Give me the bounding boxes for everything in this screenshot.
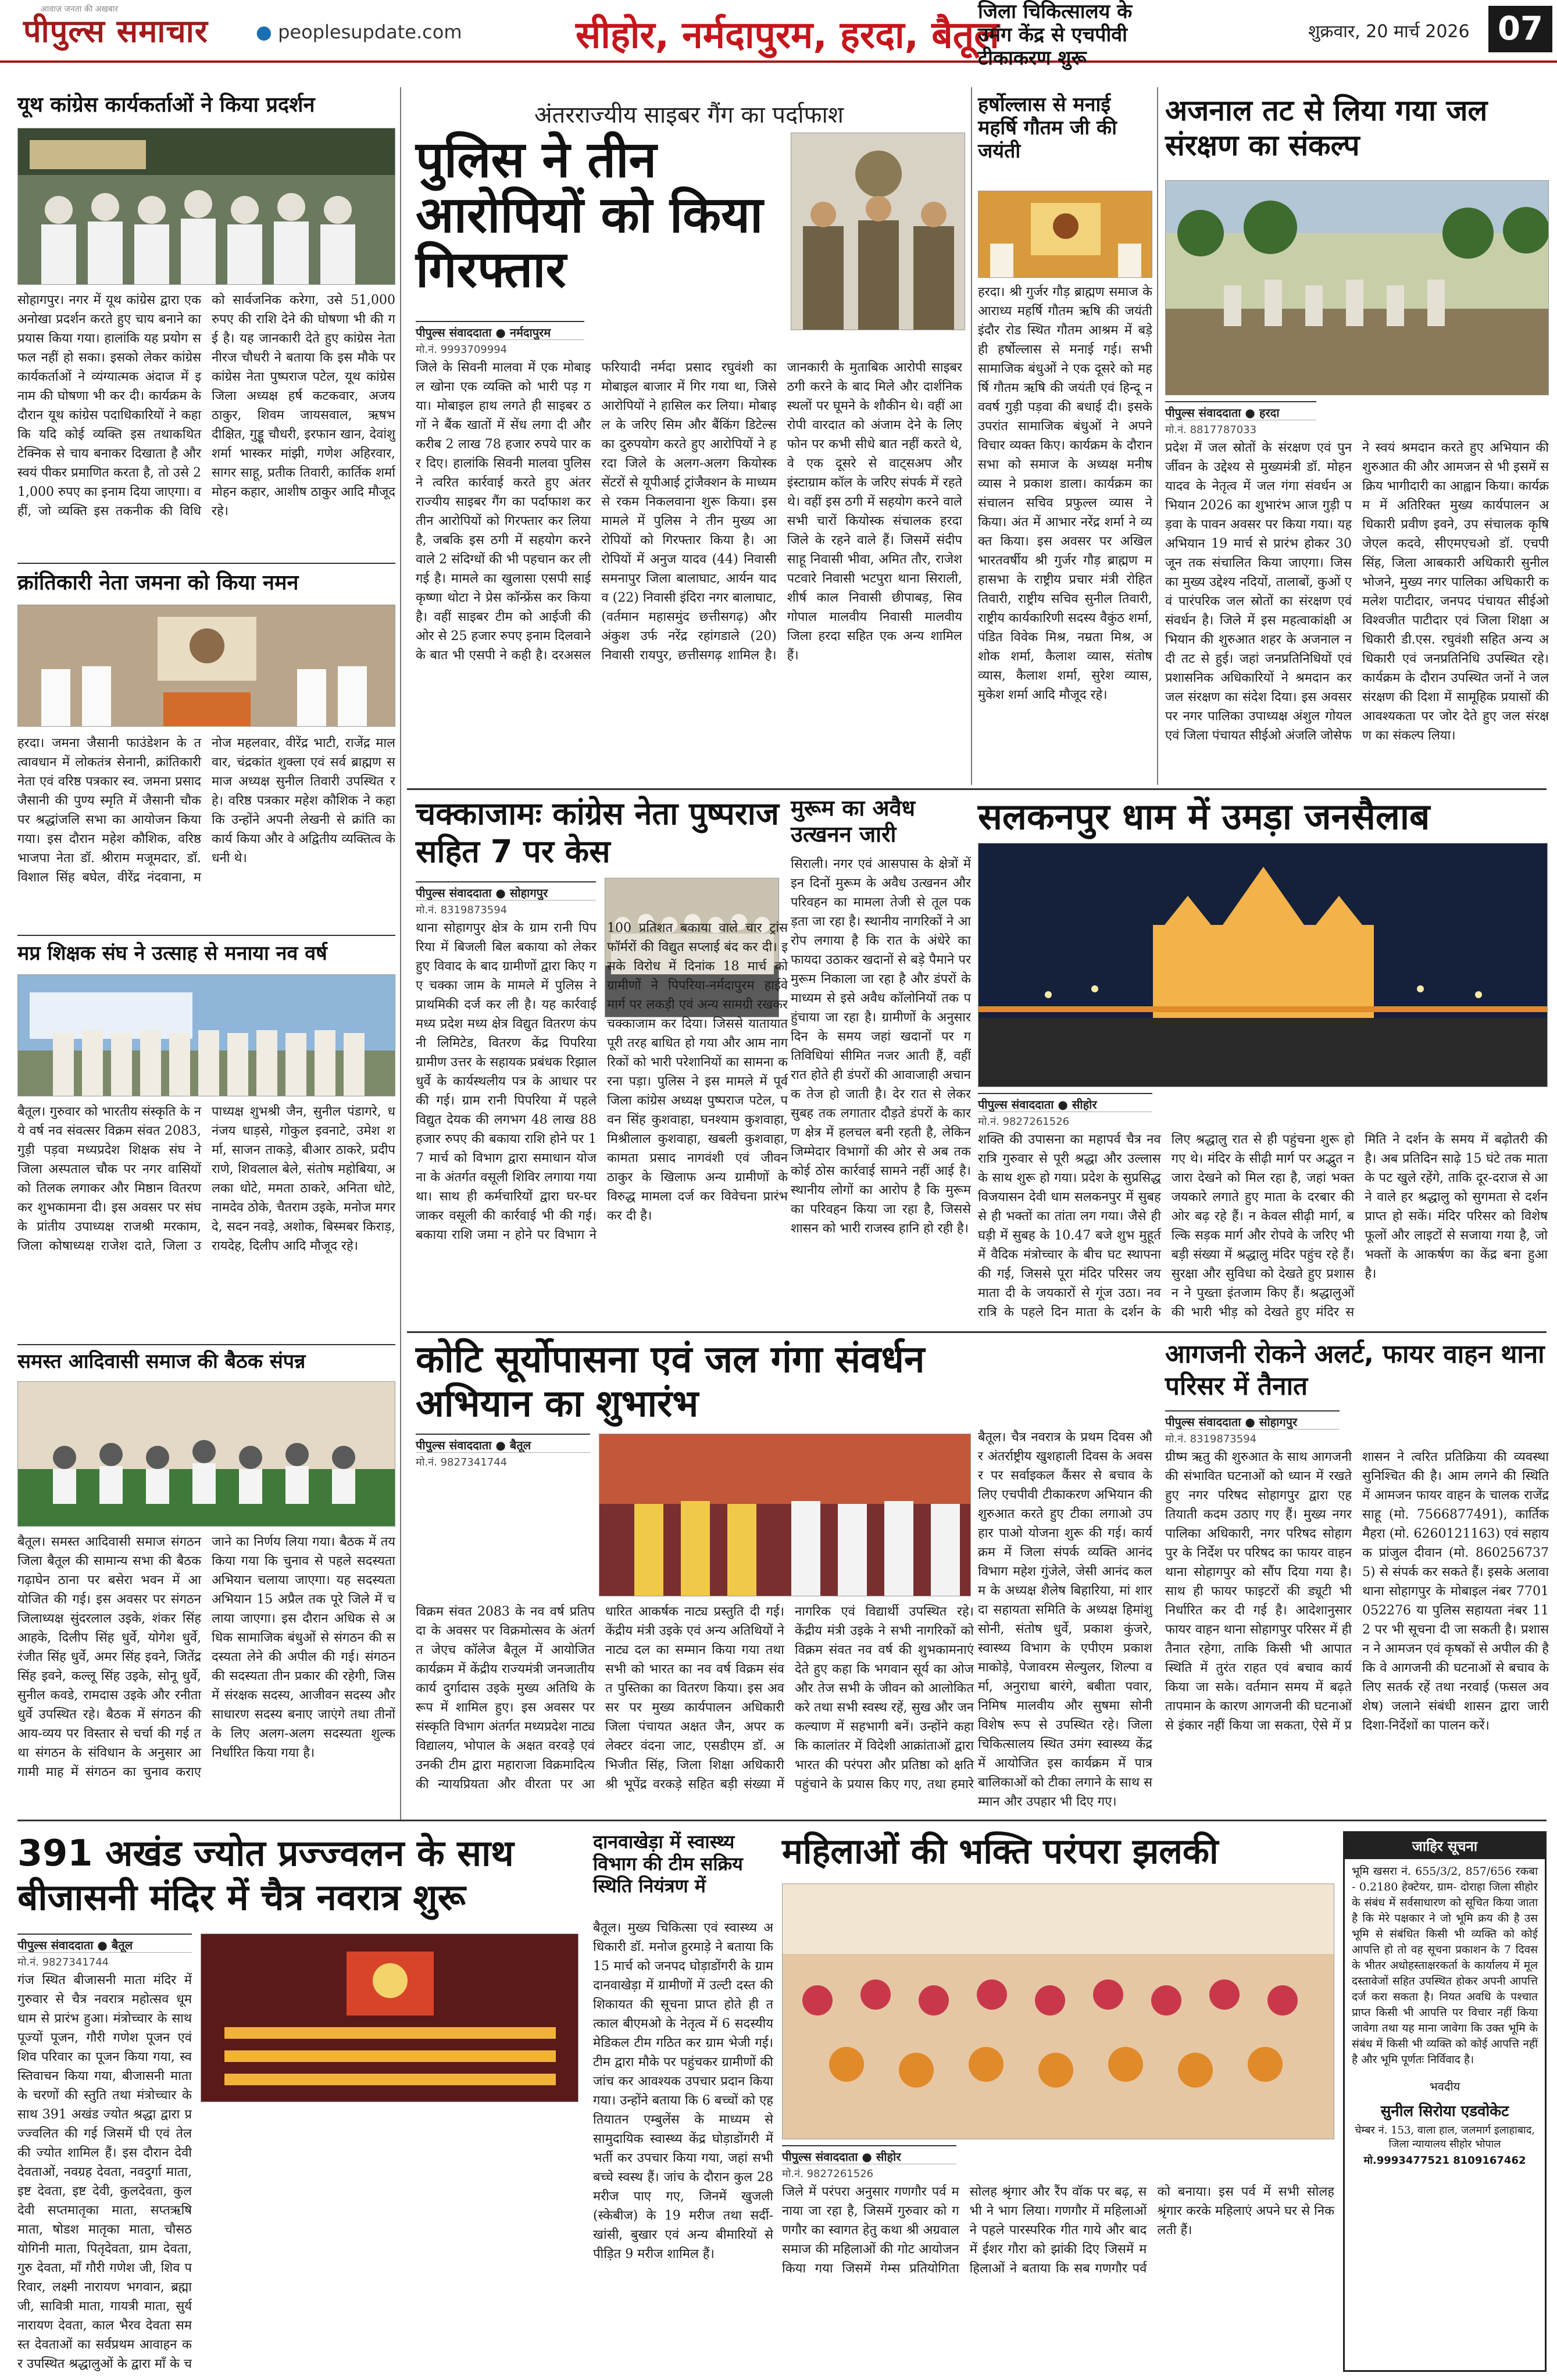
- article-body-continued: [201, 2108, 578, 2372]
- section-title: सीहोर, नर्मदापुरम, हरदा, बैतूल: [576, 14, 999, 57]
- article-body: बैतूल। चैत्र नवरात्र के प्रथम दिवस और अंतर्राष्ट्रीय खुशहाली दिवस के अवसर पर सर्वाइकल कैंसर से बचाव के लिए एचपीवी टीकाकरण अभियान की शुरुआत करते हुए टीका लगाओ उपहार पाओ योजना शुरू की गई। कार्यक्रम में जिला संपर्क व्यक्ति आनंद विभाग महेश गुंजेले, जेसी आनंद कलम के अध्यक्ष शैलेष बिहारिया, मां शारदा सहायता समिति के अध्यक्ष हिमांशु सोनी, संतोष धुर्वे, प्रकाश कुंजरे, स्वास्थ्य विभाग के एपीएम प्रकाश माकोड़े, पेजावरम सेल्युलर, शिल्पा वर्मा, अनुराधा बारंगे, बबीता पवार, निमिष मालवीय और सुषमा सोनी विशेष रूप से उपस्थित रहे। जिला चिकित्सालय स्थित उमंग स्वास्थ्य केंद्र में आयोजित इस कार्यक्रम में पात्र बालिकाओं को टीका लगाने के साथ सम्मान और उपहार भी दिए गए।: [978, 1430, 1152, 1809]
- article-body: हरदा। जमना जैसानी फाउंडेशन के तत्वावधान में लोकतंत्र सेनानी, क्रांतिकारी नेता एवं वरिष्ठ पत्रकार स्व. जमना प्रसाद जैसानी की पुण्य स्मृति में जैसानी चौक पर श्रद्धांजलि सभा का आयोजन किया गया। इस दौरान महेश कौशिक, वरिष्ठ भाजपा नेता डॉ. श्रीराम मजूमदार, डॉ. विशाल सिंह बघेल, वीरेंद्र नंदवाना, मनोज महलवार, वीरेंद्र भाटी, राजेंद्र मालवार, चंद्रकांत शुक्ला एवं सर्व ब्राह्मण समाज अध्यक्ष सुनील तिवारी उपस्थित रहे। वरिष्ठ पत्रकार महेश कौशिक ने कहा कि उन्होंने अपनी लेखनी से क्रांति का कार्य किया और वे अद्वितीय व्यक्तित्व के धनी थे।: [17, 736, 395, 885]
- article-headline: सलकनपुर धाम में उमड़ा जनसैलाब: [978, 795, 1430, 838]
- article-body: जिले में परंपरा अनुसार गणगौर पर्व मनाया जा रहा है, जिसमें गुरुवार को गणगौर का स्वागत हेतु कथा श्री अग्रवाल समाज की महिलाओं की गोट आयोजन किया गया जिसमें गेम्स प्रतियोगिता सोलह श्रृंगार और रैंप वॉक पर बढ़, सभी ने भाग लिया। गणगौर में महिलाओं ने पहले पारस्परिक गीत गाये और बाद में ईशर गौरा को झांकी दिए जिसमें महिलाओं ने बताया कि सब गणगौर पर्व को बनाया। इस पर्व में सभी सोलह श्रृंगार करके महिलाएं अपने घर से निकलती हैं।: [782, 2185, 1334, 2276]
- article-headline: दानवाखेड़ा में स्वास्थ्य विभाग की टीम सक्रिय स्थिति नियंत्रण में: [593, 1831, 743, 1897]
- women-devotion-photo: [783, 1884, 1334, 2139]
- article-divider: [17, 1344, 395, 1345]
- article-divider: [407, 1331, 1547, 1333]
- reporter-mobile: मो.नं. 9827341744: [17, 1952, 192, 1969]
- reporter-mobile: मो.नं. 9827261526: [978, 1112, 1152, 1128]
- reporter-mobile: मो.नं. 9827261526: [782, 2164, 956, 2181]
- article-photo: [599, 1434, 971, 1596]
- article-body: बैतूल। गुरुवार को भारतीय संस्कृति के नये वर्ष नव संवत्सर विक्रम संवत 2083, गुड़ी पड़वा मध्यप्रदेश शिक्षक संघ ने जिला अस्पताल चौक पर नगर वासियों को तिलक लगाकर और मिष्ठान वितरण कर शुभकामना दी। इस अवसर पर संघ के प्रांतीय उपाध्यक्ष राजश्री मरकाम, जिला कोषाध्यक्ष राजेश दाते, जिला उपाध्यक्ष शुभश्री जैन, सुनील पंडागरे, धनंजय धाड़से, गोकुल इवनाटे, उमेश शर्मा, साजन ताकड़े, बीआर ठाकरे, प्रदीप राणे, शिवलाल बेले, संतोष महोबिया, अलका धोटे, ममता ठाकरे, अनिता धोटे, नामदेव ठोके, चैतराम उइके, मनोज मगरदे, सदन नवड़े, अशोक, बिस्मबर किराड़, रायदेह, दिलीप आदि मौजूद रहे।: [17, 1105, 395, 1253]
- article-body: ग्रीष्म ऋतु की शुरुआत के साथ आगजनी की संभावित घटनाओं को ध्यान में रखते हुए नगर परिषद सोहागपुर द्वारा एहतियाती कदम उठाए गए हैं। मुख्य नगर पालिका अधिकारी, नगर परिषद सोहागपुर के निर्देश पर परिषद का फायर वाहन थाना सोहागपुर को सौंप दिया गया है। साथ ही फायर फाइटरों की ड्यूटी भी निर्धारित कर दी गई है। आदेशानुसार फायर वाहन थाना सोहागपुर परिसर में ही तैनात रहेगा, ताकि किसी भी आपात स्थिति में तुरंत राहत एवं बचाव कार्य किया जा सके। वर्तमान समय में बढ़ते तापमान के कारण आगजनी की घटनाओं से इंकार नहीं किया जा सकता, ऐसे में प्रशासन ने त्वरित प्रतिक्रिया की व्यवस्था सुनिश्चित की है। आम लगने की स्थिति में आमजन फायर वाहन के चालक राजेंद्र साहू (मो. 7566877491), कार्तिक मैहरा (मो. 6260121163) एवं सहायक प्रांजुल दीवान (मो. 8602567375) से संपर्क कर सकते हैं। इसके अलावा थाना सोहागपुर के मोबाइल नंबर 7701052276 या पुलिस सहायता नंबर 112 पर भी सूचना दी जा सकती है। प्रशासन ने आमजन एवं कृषकों से अपील की है कि वे आगजनी की घटनाओं से बचाव के लिए सतर्क रहें तथा नरवाई (फसल अवशेष) जलाने संबंधी शासन द्वारा जारी दिशा-निर्देशों का पालन करें।: [1165, 1450, 1549, 1733]
- article-photo: [17, 128, 395, 285]
- article-body: जिले के सिवनी मालवा में एक मोबाइल खोना एक व्यक्ति को भारी पड़ गया। मोबाइल हाथ लगते ही साइबर ठगों ने बैंक खातों में सेंध लगा दी और करीब 2 लाख 78 हजार रुपये पार कर दिए। हालांकि सिवनी मालवा पुलिस ने त्वरित कार्रवाई करते हुए अंतरराज्यीय साइबर गैंग का पर्दाफाश कर तीन आरोपियों को गिरफ्तार कर लिया है, जबकि इस ठगी में सहयोग करने वाले 2 संदिग्धों की भी पहचान कर ली गई है। मामले का खुलासा एसपी साई कृष्णा थोटा ने प्रेस कॉन्फ्रेंस कर किया है। वहीं साइबर टीम को आईजी की ओर से 25 हजार रुपए इनाम दिलवाने के बात भी एसपी ने कही है। दरअसल फरियादी नर्मदा प्रसाद रघुवंशी का मोबाइल बाजार में गिर गया था, जिसे आरोपियों ने हासिल कर लिया। मोबाइल के जरिए सिम और बैंकिंग डिटेल्स का दुरुपयोग करते हुए आरोपियों ने हरदा जिले के अलग-अलग कियोस्क सेंटरों से यूपीआई ट्रांजैक्शन के माध्यम से रकम निकलवाना शुरू किया। इस मामले में पुलिस ने तीन मुख्य आरोपियों को गिरफ्तार किया है। आरोपियों में अनुज यादव (44) निवासी समनापुर जिला बालाघाट, आर्यन यादव (22) निवासी इंदिरा नगर बालाघाट, (वर्तमान महासमुंद छत्तीसगढ़) और अंकुश उर्फ नरेंद्र रहांगडाले (20) निवासी रायपुर, छत्तीसगढ़ शामिल है। जानकारी के मुताबिक आरोपी साइबर ठगी करने के बाद मिले और दार्शनिक स्थलों पर घूमने के शौकीन थे। वहीं आरोपी वारदात को अंजाम देने के लिए फोन पर कभी सीधे बात नहीं करते थे, वे एक दूसरे से वाट्सअप और इंस्टाग्राम कॉल के जरिए संपर्क में रहते थे। वहीं इस ठगी में सहयोग करने वाले सभी चारों कियोस्क संचालक हरदा जिले के रहने वाले हैं। जिसमें संदीप साहू निवासी भीवा, अमित तौर, राजेश पटवारे निवासी भटपुरा थाना सिराली, शीर्ष काल निवासी छीपाबड़, सिव गोपाल मालवीय निवासी मालवीय जिला हरदा सहित एक अन्य शामिल हैं।: [416, 360, 962, 663]
- article-divider: [17, 563, 395, 564]
- tribute-photo: [18, 605, 395, 727]
- notice-address: चेम्बर नं. 153, वाला हाल, जलमार्ग इलाहाबाद, जिला न्यायालय सीहोर भोपाल: [1355, 2124, 1535, 2150]
- website-link[interactable]: [256, 21, 462, 43]
- page-number: 07: [1488, 6, 1552, 52]
- article-byline: पीपुल्स संवाददाता ● सीहोर: [978, 1093, 1152, 1112]
- article-headline: पुलिस ने तीन आरोपियों को किया गिरफ्तार: [416, 131, 763, 299]
- column-rule: [1157, 87, 1158, 785]
- stage-event-photo: [599, 1434, 971, 1596]
- article-body: थाना सोहागपुर क्षेत्र के ग्राम रानी पिपरिया में बिजली बिल बकाया को लेकर हुए विवाद के बाद ग्रामीणों द्वारा किए गए चक्का जाम के मामले में पुलिस ने प्राथमिकी दर्ज कर ली है। यह कार्रवाई मध्य प्रदेश मध्य क्षेत्र विद्युत वितरण कंपनी लिमिटेड, वितरण केंद्र पिपरिया ग्रामीण उत्तर के सहायक प्रबंधक रिझाल धुर्वे के कार्यस्थलीय पत्र के आधार पर की गई। ग्राम रानी पिपरिया में पहले विद्युत देयक की लगभग 48 लाख 88 हजार रुपए की बकाया राशि होने पर 17 मार्च को विभाग द्वारा समाधान योजना के अंतर्गत वसूली शिविर लगाया गया था। साथ ही कर्मचारियों द्वारा घर-घर जाकर वसूली की कार्रवाई भी की गई। बकाया राशि जमा न होने पर विभाग ने 100 प्रतिशत बकाया वाले चार ट्रांसफॉर्मरों की विद्युत सप्लाई बंद कर दी। इसके विरोध में दिनांक 18 मार्च को ग्रामीणों ने पिपरिया-नर्मदापुरम हाईवे मार्ग पर लकड़ी एवं अन्य सामग्री रखकर चक्काजाम कर दिया। जिससे यातायात पूरी तरह बाधित हो गया और आम नागरिकों को भारी परेशानियों का सामना करना पड़ा। पुलिस ने इस मामले में पूर्व जिला कांग्रेस अध्यक्ष पुष्पराज पटेल, पवन सिंह कुशवाहा, घनश्याम कुशवाहा, मिश्रीलाल कुशवाहा, खबली कुशवाहा, कामता प्रसाद नागवंशी एवं जीवन ठाकुर के खिलाफ अन्य ग्रामीणों के विरुद्ध मामला दर्ज कर विवेचना प्रारंभ कर दी है।: [416, 921, 788, 1242]
- article-headline: 391 अखंड ज्योत प्रज्ज्वलन के साथ बीजासनी मंदिर में चैत्र नवरात्र शुरू: [17, 1832, 514, 1918]
- reporter-mobile: मो.नं. 8319873594: [1165, 1429, 1340, 1446]
- river-bank-photo: [1166, 181, 1549, 395]
- article-byline: पीपुल्स संवाददाता ● सीहोर: [782, 2145, 956, 2164]
- article-headline: मुरूम का अवैध उत्खनन जारी: [791, 795, 915, 847]
- article-body: बैतूल। समस्त आदिवासी समाज संगठन जिला बैतूल की सामान्य सभा की बैठक गढ़ाघेन ठाना पर बसेरा भवन में आयोजित की गई। इस अवसर पर संगठन जिलाध्यक्ष सुंदरलाल उइके, शंकर सिंह आहके, दिलीप सिंह धुर्वे, योगेश धुर्वे, रंजीत सिंह धुर्वे, अमर सिंह इवने, जितेंद्र सिंह इवने, कल्लू सिंह उइके, सोनू धुर्वे, सुनील कवडे, रामदास उइके और रनीता धुर्वे उपस्थित रहे। बैठक में संगठन की आय-व्यय पर विस्तार से चर्चा की गई तथा संगठन के संविधान के अनुसार आगामी माह में संगठन का चुनाव कराए जाने का निर्णय लिया गया। बैठक में तय किया गया कि चुनाव से पहले सदस्यता अभियान चलाया जाएगा। यह सदस्यता अभियान 15 अप्रैल तक पूरे जिले में चलाया जाएगा। इस दौरान अधिक से अधिक सामाजिक बंधुओं से संगठन की सदस्यता लेने की अपील की गई। संगठन की सदस्यता तीन प्रकार की रहेगी, जिसमें संरक्षक सदस्य, आजीवन सदस्य और साधारण सदस्य बनाए जाएंगे तथा तीनों के लिए अलग-अलग सदस्यता शुल्क निर्धारित किया गया है।: [17, 1535, 395, 1779]
- reporter-mobile: मो.नं. 9827341744: [416, 1452, 590, 1469]
- article-divider: [407, 788, 1547, 790]
- temple-night-photo: [979, 844, 1548, 1087]
- public-notice: [1343, 1831, 1547, 2372]
- article-photo: [17, 1381, 395, 1527]
- globe-icon: ●: [256, 21, 278, 43]
- navratri-temple-photo: [201, 1934, 578, 2102]
- article-headline: समस्त आदिवासी समाज की बैठक संपन्न: [17, 1350, 306, 1373]
- article-body: शक्ति की उपासना का महापर्व चैत्र नवरात्रि गुरुवार से पूरी श्रद्धा और उल्लास के साथ शुरू हो गया। प्रदेश के सुप्रसिद्ध विजयासन देवी धाम सलकनपुर में सुबह से ही भक्तों का तांता लग गया। जैसे ही घड़ी में सुबह के 10.47 बजे शुभ मुहूर्त में वैदिक मंत्रोच्चार के बीच घट स्थापना की गई, जिससे पूरा मंदिर परिसर जय माता दी के जयकारों से गूंज उठा। नवरात्रि के पहले दिन माता के दर्शन के लिए श्रद्धालु रात से ही पहुंचना शुरू हो गए थे। मंदिर के सीढ़ी मार्ग पर अद्भुत नजारा देखने को मिल रहा है, जहां भक्त जयकारे लगाते हुए माता के दरबार की ओर बढ़ रहे हैं। न केवल सीढ़ी मार्ग, बल्कि सड़क मार्ग और रोपवे के जरिए भी बड़ी संख्या में श्रद्धालु मंदिर पहुंच रहे हैं। सुरक्षा और सुविधा को देखते हुए प्रशासन ने पुख्ता इंतजाम किए हैं। श्रद्धालुओं की भारी भीड़ को देखते हुए मंदिर समिति ने दर्शन के समय में बढ़ोतरी की है। अब प्रतिदिन साढ़े 15 घंटे तक माता के पट खुले रहेंगे, ताकि दूर-दराज से आने वाले हर श्रद्धालु को सुगमता से दर्शन प्राप्त हो सकें। मंदिर परिसर को विशेष फूलों और लाइटों से सजाया गया है, जो भक्तों के आकर्षण का केंद्र बना हुआ है।: [978, 1132, 1548, 1320]
- article-headline: महिलाओं की भक्ति परंपरा झलकी: [782, 1831, 1219, 1872]
- article-byline: पीपुल्स संवाददाता ● नर्मदापुरम: [416, 321, 584, 340]
- article-photo: [978, 843, 1548, 1087]
- article-byline: पीपुल्स संवाददाता ● सोहागपुर: [416, 881, 596, 900]
- newspaper-logo: पीपुल्स समाचार: [23, 13, 208, 49]
- notice-body: भूमि खसरा नं. 655/3/2, 857/656 रकबा - 0.2180 हेक्टेयर, ग्राम- दोराहा जिला सीहोर के संबंध में सर्वसाधारण को सूचित किया जाता है कि मेरे पक्षकार ने जो भूमि क्रय की है उस भूमि से संबंधित किसी भी व्यक्ति को कोई आपत्ति हो तो वह सूचना प्रकाशन के 7 दिवस के भीतर अधोहस्ताक्षरकर्ता के कार्यालय में मूल दस्तावेजों सहित उपस्थित होकर अपनी आपत्ति दर्ज करा सकता है। नियत अवधि के पश्चात प्राप्त किसी भी आपत्ति पर विचार नहीं किया जावेगा तथा यह माना जावेगा कि उक्त भूमि के संबंध में किसी भी व्यक्ति को कोई आपत्ति नहीं है और भूमि पूर्णतः निर्विवाद है।: [1352, 1865, 1538, 2066]
- article-photo: [782, 1884, 1334, 2139]
- article-photo: [17, 605, 395, 727]
- article-body: विक्रम संवत 2083 के नव वर्ष प्रतिपदा के अवसर पर विक्रमोत्सव के अंतर्गत जेएच कॉलेज बैतूल में आयोजित कार्यक्रम में केंद्रीय राज्यमंत्री जनजातीय कार्य दुर्गादास उइके मुख्य अतिथि के रूप में शामिल हुए। इस अवसर पर संस्कृति विभाग अंतर्गत मध्यप्रदेश नाट्य विद्यालय, भोपाल के अक्षत वरवड़े एवं उनकी टीम द्वारा महाराजा विक्रमादित्य की न्यायप्रियता और वीरता पर आधारित आकर्षक नाट्य प्रस्तुति दी गई। केंद्रीय मंत्री उइके एवं अन्य अतिथियों ने नाट्य दल का सम्मान किया गया तथा सभी को भारत का नव वर्ष विक्रम संवत पुस्तिका का वितरण किया। इस अवसर पर मुख्य कार्यपालन अधिकारी जिला पंचायत अक्षत जैन, अपर कलेक्टर वंदना जाट, एसडीएम डॉ. अभिजीत सिंह, जिला शिक्षा अधिकारी श्री भूपेंद्र वरकड़े सहित बड़ी संख्या में नागरिक एवं विद्यार्थी उपस्थित रहे। केंद्रीय मंत्री उइके ने सभी नागरिकों को विक्रम संवत नव वर्ष की शुभकामनाएं देते हुए कहा कि भगवान सूर्य का ओज और तेज सभी के जीवन को आलोकित करे तथा सभी स्वस्थ रहें, सुख और जनकल्याण में सहभागी बनें। उन्होंने कहा कि कालांतर में विदेशी आक्रांताओं द्वारा भारत की परंपरा और प्रतिष्ठा को क्षति पहुंचाने के प्रयास किए गए, तथा हमारे: [416, 1604, 974, 1792]
- notice-signoff: भवदीय: [1429, 2079, 1460, 2093]
- article-divider: [17, 1820, 1547, 1821]
- article-photo: [1165, 180, 1549, 395]
- issue-date: शुक्रवार, 20 मार्च 2026: [1308, 22, 1470, 42]
- teachers-group-photo: [18, 975, 395, 1096]
- article-kicker: अंतरराज्यीय साइबर गैंग का पर्दाफाश: [534, 102, 844, 128]
- article-headline: हर्षोल्लास से मनाई महर्षि गौतम जी की जयंती: [978, 93, 1117, 163]
- article-byline: पीपुल्स संवाददाता ● सोहागपुर: [1165, 1410, 1340, 1430]
- masthead-tagline: आवाज़ जनता की अखबार: [41, 5, 119, 14]
- website-text: peoplesupdate.com: [278, 21, 462, 43]
- article-headline: कोटि सूर्योपासना एवं जल गंगा संवर्धन अभियान का शुभारंभ: [416, 1338, 925, 1425]
- notice-mobile: मो.9993477521 8109167462: [1363, 2154, 1526, 2167]
- protest-photo: [18, 128, 395, 285]
- article-body: सिराली। नगर एवं आसपास के क्षेत्रों में इन दिनों मुरूम के अवैध उत्खनन और परिवहन का मामला तेजी से तूल पकड़ता जा रहा है। स्थानीय नागरिकों ने आरोप लगाया है कि रात के अंधेरे का फायदा उठाकर खदानों से बड़े पैमाने पर मुरूम निकाला जा रहा है और डंपरों के माध्यम से इसे अवैध कॉलोनियों तक पहुंचाया जा रहा है। ग्रामीणों के अनुसार दिन के समय जहां खदानों पर गतिविधियां सीमित नजर आती हैं, वहीं रात होते ही डंपरों की आवाजाही अचानक तेज हो जाती है। देर रात से लेकर सुबह तक लगातार दौड़ते डंपरों के कारण क्षेत्र में हलचल बनी रहती है, लेकिन जिम्मेदार विभागों की ओर से अब तक कोई ठोस कार्रवाई सामने नहीं आई है। स्थानीय लोगों का आरोप है कि मुरूम का परिवहन किया जा रहा है, जिससे शासन को भारी राजस्व हानि हो रही है।: [791, 857, 971, 1236]
- article-byline: पीपुल्स संवाददाता ● हरदा: [1165, 401, 1316, 420]
- column-rule: [971, 87, 972, 785]
- article-headline: जिला चिकित्सालय के उमंग केंद्र से एचपीवी टीकाकरण शुरू: [978, 0, 1133, 70]
- article-headline: मप्र शिक्षक संघ ने उत्साह से मनाया नव वर्ष: [17, 942, 327, 965]
- article-divider: [17, 935, 395, 936]
- article-byline: पीपुल्स संवाददाता ● बैतूल: [17, 1934, 192, 1953]
- column-rule: [400, 87, 401, 1820]
- article-headline: आगजनी रोकने अलर्ट, फायर वाहन थाना परिसर में तैनात: [1165, 1339, 1545, 1401]
- reporter-mobile: मो.नं. 8319873594: [416, 900, 596, 917]
- article-headline: यूथ कांग्रेस कार्यकर्ताओं ने किया प्रदर्शन: [17, 93, 315, 117]
- jayanti-photo: [979, 191, 1152, 278]
- article-body: सोहागपुर। नगर में यूथ कांग्रेस द्वारा एक अनोखा प्रदर्शन करते हुए चाय बनाने का प्रयास किया गया। हालांकि यह प्रयोग सफल नहीं हो सका। इसको लेकर कांग्रेस कार्यकर्ताओं ने व्यंग्यात्मक अंदाज में इनाम की घोषणा भी कर दी। कार्यक्रम के दौरान यूथ कांग्रेस पदाधिकारियों ने कहा कि यदि कोई व्यक्ति इस तथाकथित टेक्निक से चाय बनाकर दिखाता है और स्वयं पीकर प्रमाणित करता है, तो उसे 21,000 रुपए का इनाम दिया जाएगा। वहीं, जो व्यक्ति इस तकनीक की विधि को सार्वजनिक करेगा, उसे 51,000 रुपए की राशि देने की घोषणा भी की गई है। यह जानकारी देते हुए कांग्रेस नेता नीरज चौधरी ने बताया कि इस मौके पर कांग्रेस नेता पुष्पराज पटेल, यूथ कांग्रेस जिला अध्यक्ष हर्ष कटकवार, अजय ठाकुर, शिवम जायसवाल, ऋषभ दीक्षित, गुड्डू चौधरी, इरफान खान, देवांशु शर्मा भास्कर मांझी, गणेश अहिरवार, सागर साहू, प्रतीक तिवारी, कार्तिक शर्मा मोहन कहार, आशीष ठाकुर आदि मौजूद रहे।: [17, 293, 395, 519]
- notice-advocate: सुनील सिरोया एडवोकेट: [1380, 2102, 1509, 2120]
- article-headline: अजनाल तट से लिया गया जल संरक्षण का संकल्प: [1165, 94, 1488, 162]
- article-body: प्रदेश में जल स्रोतों के संरक्षण एवं पुनर्जीवन के उद्देश्य से मुख्यमंत्री डॉ. मोहन यादव के नेतृत्व में जल गंगा संवर्धन अभियान 2026 का शुभारंभ आज गुड़ी पड़वा के पावन अवसर पर किया गया। यह अभियान 19 मार्च से प्रारंभ होकर 30 जून तक संचालित किया जाएगा। जिसका मुख्य उद्देश्य नदियों, तालाबों, कुओं एवं पारंपरिक जल स्रोतों का संरक्षण एवं संवर्धन है। जिले में इस महत्वाकांक्षी अभियान की शुरुआत शहर के अजनाल नदी तट से हुई। जहां जनप्रतिनिधियों एवं प्रशासनिक अधिकारियों ने श्रमदान कर जल संरक्षण का संदेश दिया। इस अवसर पर नगर पालिका उपाध्यक्ष अंशुल गोयल एवं जिला पंचायत सीईओ अंजलि जोसेफ ने स्वयं श्रमदान करते हुए अभियान की शुरुआत की और आमजन से भी इसमें सक्रिय भागीदारी का आह्वान किया। कार्यक्रम में अतिरिक्त मुख्य कार्यपालन अधिकारी प्रवीण इवने, उप संचालक कृषि जेएल कदवे, सीएमएचओ डॉ. एचपी सिंह, जिला आबकारी अधिकारी सुनील भोजने, मुख्य नगर पालिका अधिकारी कमलेश पाटीदार, जनपद पंचायत सीईओ विश्वजीत पाटीदार एवं जिला शिक्षा अधिकारी डी.एस. रघुवंशी सहित अन्य अधिकारी एवं जनप्रतिनिधि उपस्थित रहे। कार्यक्रम के दौरान उपस्थित जनों ने जल संरक्षण की दिशा में सामूहिक प्रयासों की आवश्यकता पर जोर देते हुए जल संरक्षण का संकल्प लिया।: [1165, 441, 1549, 743]
- tribal-meeting-photo: [18, 1382, 395, 1527]
- article-photo: [17, 974, 395, 1096]
- reporter-mobile: मो.नं. 8817787033: [1165, 420, 1316, 437]
- article-body: गंज स्थित बीजासनी माता मंदिर में गुरुवार से चैत्र नवरात्र महोत्सव धूमधाम से प्रारंभ हुआ। मंत्रोच्चार के साथ पूज्यों पूजन, गौरी गणेश पूजन एवं शिव परिवार का पूजन किया गया, स्वस्तिवाचन किया गया, बीजासनी माता के चरणों की स्तुति तथा मंत्रोच्चार के साथ 391 अखंड ज्योत श्रद्धा द्वारा प्रज्ज्वलित की गई जिसमें घी एवं तेल की ज्योत शामिल हैं। इस दौरान देवी देवताओं, नवग्रह देवता, नवदुर्गा माता, इष्ट देवता, इष्ट देवी, कुलदेवता, कुलदेवी सप्तमातृका माता, सप्तऋषि माता, षोडश मातृका माता, चौसठ योगिनी माता, पितृदेवता, ग्राम देवता, गुरु देवता, माँ गौरी गणेश जी, शिव परिवार, लक्ष्मी नारायण भगवान, ब्रह्मा जी, सावित्री माता, गायत्री माता, सुर्यनारायण देवता, काल भैरव देवता समस्त देवताओं का सर्वप्रथम आवाहन कर उपस्थित श्रद्धालुओं के द्वारा माँ के च: [17, 1973, 192, 2371]
- police-press-photo: [791, 133, 965, 330]
- article-byline: पीपुल्स संवाददाता ● बैतूल: [416, 1434, 590, 1453]
- article-headline: क्रांतिकारी नेता जमना को किया नमन: [17, 571, 299, 595]
- article-headline: चक्काजामः कांग्रेस नेता पुष्पराज सहित 7 पर केस: [416, 795, 779, 870]
- article-photo: [978, 191, 1152, 278]
- notice-title: जाहिर सूचना: [1345, 1833, 1545, 1859]
- article-body: बैतूल। मुख्य चिकित्सा एवं स्वास्थ्य अधिकारी डॉ. मनोज हुरमाड़े ने बताया कि 15 मार्च को जनपद घोड़ाडोंगरी के ग्राम दानवाखेड़ा में ग्रामीणों में उल्टी दस्त की शिकायत की सूचना प्राप्त होते ही तत्काल बीएमओ के नेतृत्व में 6 सदस्यीय मेडिकल टीम गठित कर ग्राम भेजी गई। टीम द्वारा मौके पर पहुंचकर ग्रामीणों की जांच कर आवश्यक उपचार प्रदान किया गया। उन्होंने बताया कि 6 बच्चों को एहतियातन एम्बुलेंस के माध्यम से सामुदायिक स्वास्थ्य केंद्र घोड़ाडोंगरी में भर्ती कर उपचार किया गया, जहां सभी बच्चे स्वस्थ हैं। जांच के दौरान कुल 28 मरीज पाए गए, जिनमें खुजली (स्केबीज) के 19 मरीज तथा सर्दी-खांसी, बुखार एवं अन्य बीमारियों से पीड़ित 9 मरीज शामिल हैं।: [593, 1921, 773, 2261]
- article-photo: [201, 1934, 578, 2102]
- reporter-mobile: मो.नं. 9993709994: [416, 340, 584, 356]
- article-body: हरदा। श्री गुर्जर गौड़ ब्राह्मण समाज के आराध्य महर्षि गौतम ऋषि की जयंती इंदौर रोड स्थित गौतम आश्रम में बड़े ही हर्षोल्लास से मनाई गई। सभी सामाजिक बंधुओं ने एक दूसरे को महर्षि गौतम ऋषि की जयंती एवं हिन्दू नववर्ष गुड़ी पड़वा की बधाई दी। इसके उपरांत सामाजिक बंधुओं ने अपने विचार व्यक्त किए। कार्यक्रम के दौरान सभा को समाज के अध्यक्ष मनीष व्यास ने प्रकाश डाला। कार्यक्रम का संचालन सचिव प्रफुल्ल व्यास ने किया। अंत में आभार नरेंद्र शर्मा ने व्यक्त किया। इस अवसर पर अखिल भारतवर्षीय श्री गुर्जर गौड़ ब्राह्मण महासभा के राष्ट्रीय प्रचार मंत्री रोहित तिवारी, राष्ट्रीय सचिव सुनील तिवारी, राष्ट्रीय कार्यकारिणी सदस्य वैकुंठ शर्मा, पंडित विवेक मिश्र, नम्रता मिश्र, अशोक शर्मा, कैलाश व्यास, संतोष व्यास, कैलाश शर्मा, सुरेश व्यास, मुकेश शर्मा आदि मौजूद रहे।: [978, 285, 1152, 702]
- article-photo: [791, 133, 965, 330]
